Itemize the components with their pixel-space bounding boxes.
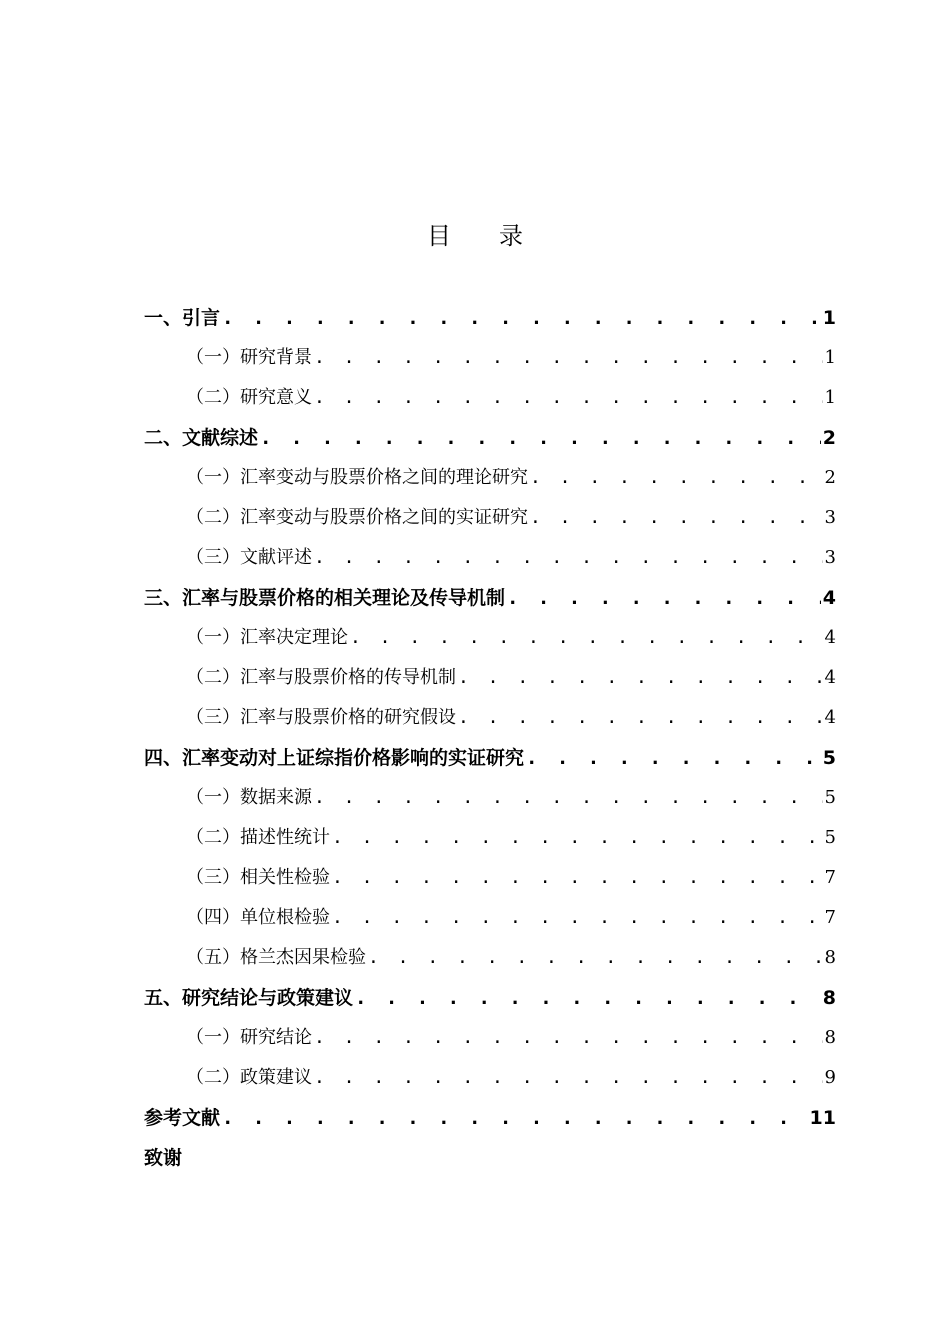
toc-entry-data-source[interactable]	[144, 778, 836, 818]
toc-entry-research-background[interactable]	[144, 338, 836, 378]
toc-page-number: 4	[824, 667, 836, 688]
toc-page-number: 1	[824, 387, 836, 408]
toc-title-part1: 目	[427, 222, 451, 250]
toc-entry-label: （一）汇率变动与股票价格之间的理论研究	[186, 467, 528, 488]
toc-entry-label: （一）研究背景	[186, 347, 312, 368]
toc-page-number: 11	[809, 1107, 836, 1129]
toc-entry-label: （一）汇率决定理论	[186, 627, 348, 648]
toc-page-number: 1	[824, 347, 836, 368]
toc-entry-label: 三、汇率与股票价格的相关理论及传导机制	[144, 587, 506, 609]
toc-entry-label: （四）单位根检验	[186, 907, 330, 928]
toc-entry-label: 二、文献综述	[144, 427, 259, 449]
toc-entry-label: （一）研究结论	[186, 1027, 312, 1048]
toc-title-part2: 录	[499, 222, 523, 250]
toc-leader-dots	[526, 738, 821, 778]
toc-leader-dots	[332, 858, 823, 898]
toc-page-number: 8	[822, 987, 836, 1009]
toc-leader-dots	[260, 418, 821, 458]
toc-entry-label: （三）相关性检验	[186, 867, 330, 888]
toc-entry-conclusions-and-suggestions[interactable]	[144, 978, 836, 1018]
toc-entry-label: 五、研究结论与政策建议	[144, 987, 354, 1009]
toc-leader-dots	[314, 338, 823, 378]
toc-entry-label: 四、汇率变动对上证综指价格影响的实证研究	[144, 747, 525, 769]
toc-page-number: 8	[824, 1027, 836, 1048]
toc-entry-theoretical-research[interactable]	[144, 458, 836, 498]
toc-entry-acknowledgements[interactable]	[144, 1138, 836, 1178]
toc-page-number: 8	[824, 947, 836, 968]
toc-entry-unit-root-test[interactable]	[144, 898, 836, 938]
toc-entry-references[interactable]	[144, 1098, 836, 1138]
toc-leader-dots	[332, 818, 823, 858]
toc-entry-label: 参考文献	[144, 1107, 221, 1129]
toc-leader-dots	[314, 778, 823, 818]
toc-leader-dots	[350, 618, 823, 658]
toc-page-number: 2	[822, 427, 836, 449]
toc-leader-dots	[314, 1018, 823, 1058]
toc-entry-theory-and-mechanism[interactable]	[144, 578, 836, 618]
toc-page-number: 5	[822, 747, 836, 769]
toc-entry-label: （二）政策建议	[186, 1067, 312, 1088]
toc-entry-literature-review[interactable]	[144, 418, 836, 458]
toc-page-number: 2	[824, 467, 836, 488]
toc-entry-label: （一）数据来源	[186, 787, 312, 808]
toc-entry-research-significance[interactable]	[144, 378, 836, 418]
toc-entry-label: 一、引言	[144, 307, 221, 329]
toc-entry-label: （二）汇率与股票价格的传导机制	[186, 667, 456, 688]
toc-leader-dots	[222, 298, 821, 338]
toc-entry-label: 致谢	[144, 1147, 183, 1169]
toc-page-number: 3	[824, 507, 836, 528]
toc-entry-label: （五）格兰杰因果检验	[186, 947, 366, 968]
toc-leader-dots	[332, 898, 823, 938]
toc-page-number: 4	[824, 707, 836, 728]
toc-entry-research-hypothesis[interactable]	[144, 698, 836, 738]
toc-entry-descriptive-statistics[interactable]	[144, 818, 836, 858]
toc-leader-dots	[530, 458, 823, 498]
toc-leader-dots	[222, 1098, 808, 1138]
toc-leader-dots	[507, 578, 821, 618]
toc-entry-literature-comment[interactable]	[144, 538, 836, 578]
toc-page-number: 3	[824, 547, 836, 568]
toc-leader-dots	[530, 498, 823, 538]
toc-entry-introduction[interactable]	[144, 298, 836, 338]
toc-entry-policy-suggestions[interactable]	[144, 1058, 836, 1098]
toc-entry-label: （三）文献评述	[186, 547, 312, 568]
toc-leader-dots	[458, 658, 823, 698]
toc-entry-research-conclusions[interactable]	[144, 1018, 836, 1058]
toc-leader-dots	[458, 698, 823, 738]
toc-entry-label: （二）研究意义	[186, 387, 312, 408]
toc-leader-dots	[355, 978, 821, 1018]
toc-entry-label: （三）汇率与股票价格的研究假设	[186, 707, 456, 728]
toc-entry-granger-causality-test[interactable]	[144, 938, 836, 978]
toc-page-number: 4	[822, 587, 836, 609]
toc-page-number: 9	[824, 1067, 836, 1088]
toc-leader-dots	[368, 938, 823, 978]
toc-leader-dots	[314, 538, 823, 578]
toc-page-number: 5	[824, 827, 836, 848]
toc-page-number: 7	[824, 867, 836, 888]
toc-page-number: 4	[824, 627, 836, 648]
toc-entry-label: （二）汇率变动与股票价格之间的实证研究	[186, 507, 528, 528]
table-of-contents	[144, 298, 836, 1178]
toc-page-number: 5	[824, 787, 836, 808]
toc-entry-empirical-research[interactable]	[144, 498, 836, 538]
toc-entry-correlation-test[interactable]	[144, 858, 836, 898]
toc-entry-transmission-mechanism[interactable]	[144, 658, 836, 698]
toc-page-number: 1	[822, 307, 836, 329]
toc-entry-exchange-rate-theory[interactable]	[144, 618, 836, 658]
toc-entry-label: （二）描述性统计	[186, 827, 330, 848]
toc-page-number: 7	[824, 907, 836, 928]
toc-entry-empirical-study[interactable]	[144, 738, 836, 778]
toc-leader-dots	[314, 378, 823, 418]
toc-leader-dots	[314, 1058, 823, 1098]
toc-title	[0, 218, 950, 254]
